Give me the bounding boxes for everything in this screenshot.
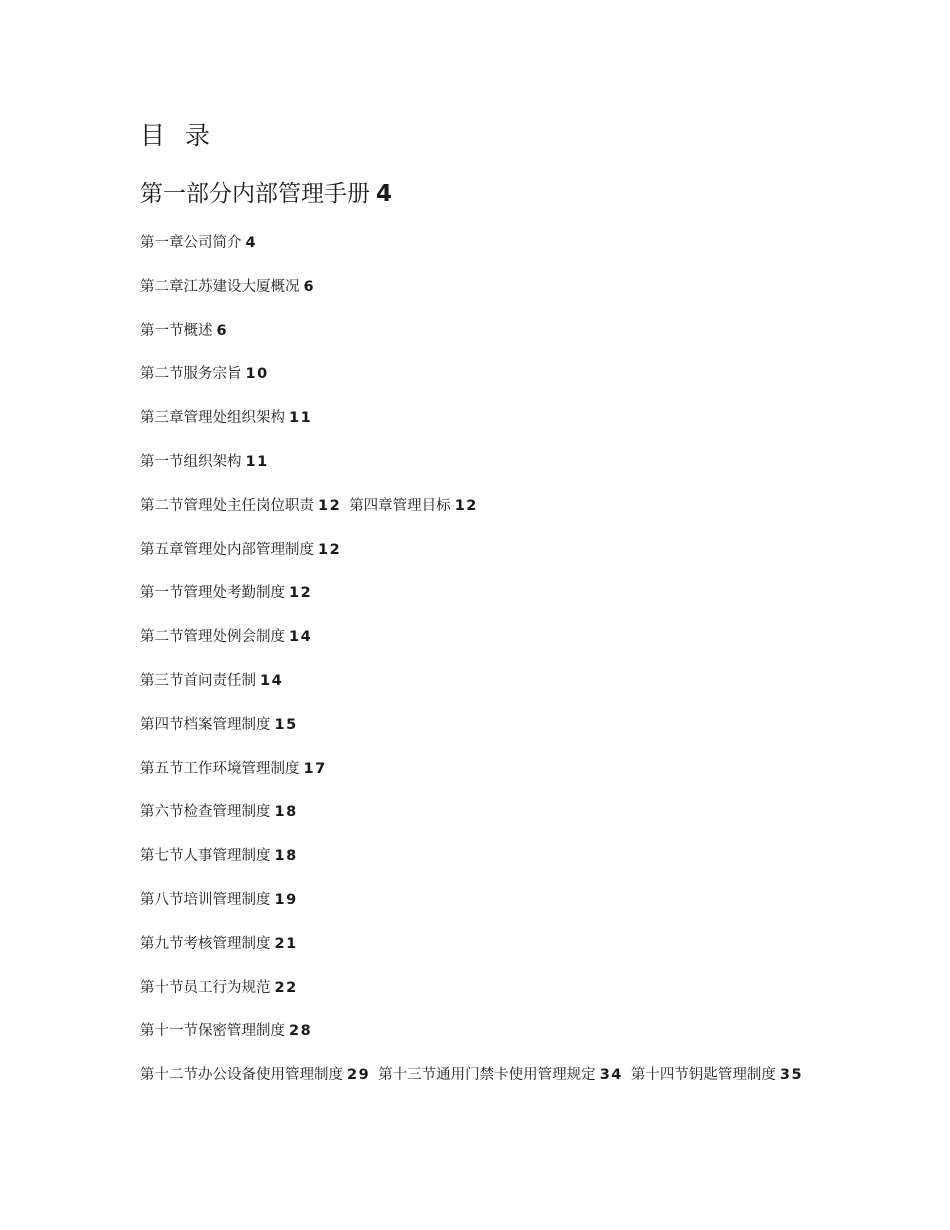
toc-entry[interactable] bbox=[140, 231, 810, 255]
toc-entry[interactable] bbox=[140, 1019, 810, 1043]
toc-entry-page: 6 bbox=[303, 278, 316, 295]
toc-entry-label: 第十四节钥匙管理制度 bbox=[630, 1067, 776, 1084]
toc-entry[interactable] bbox=[140, 450, 810, 474]
toc-entry-page: 11 bbox=[289, 410, 313, 427]
toc-entry-label: 第五节工作环境管理制度 bbox=[140, 760, 300, 777]
toc-entry[interactable] bbox=[140, 669, 810, 693]
toc-entry-label: 第二节管理处例会制度 bbox=[140, 629, 285, 646]
toc-entry[interactable] bbox=[140, 713, 810, 737]
toc-entry-page: 10 bbox=[245, 366, 269, 383]
toc-entry-label: 第十节员工行为规范 bbox=[140, 979, 271, 996]
toc-entry-label: 第四章管理目标 bbox=[349, 497, 451, 514]
toc-entry[interactable] bbox=[140, 800, 810, 824]
toc-entry-label: 第一节组织架构 bbox=[140, 453, 242, 470]
toc-entry-label: 第二节服务宗旨 bbox=[140, 366, 242, 383]
toc-entry-page: 11 bbox=[245, 453, 269, 470]
toc-entry[interactable] bbox=[140, 538, 810, 562]
toc-entry-page: 18 bbox=[274, 804, 298, 821]
toc-entry-label: 第八节培训管理制度 bbox=[140, 891, 271, 908]
toc-entry[interactable] bbox=[140, 319, 810, 343]
toc-part-label: 第一部分内部管理手册 bbox=[140, 181, 370, 207]
toc-entry-label: 第一节管理处考勤制度 bbox=[140, 585, 285, 602]
toc-entry-page: 14 bbox=[260, 672, 284, 689]
toc-entry-page: 12 bbox=[454, 497, 478, 514]
toc-entry-label: 第五章管理处内部管理制度 bbox=[140, 541, 314, 558]
toc-entry[interactable] bbox=[140, 844, 810, 868]
toc-entry-label: 第一章公司简介 bbox=[140, 235, 242, 251]
toc-entry-page: 17 bbox=[303, 760, 327, 777]
toc-entry[interactable] bbox=[140, 625, 810, 649]
toc-part-page: 4 bbox=[376, 181, 393, 207]
toc-entry-page: 6 bbox=[216, 322, 229, 339]
toc-entry-page: 29 bbox=[347, 1067, 371, 1084]
toc-entry-label: 第十二节办公设备使用管理制度 bbox=[140, 1067, 343, 1084]
toc-part-heading[interactable] bbox=[140, 176, 392, 212]
toc-entry-label: 第三节首问责任制 bbox=[140, 672, 256, 689]
toc-entry-page: 18 bbox=[274, 848, 298, 865]
toc-entry-page: 35 bbox=[779, 1067, 804, 1084]
toc-title: 目 录 bbox=[140, 121, 216, 150]
toc-entry[interactable] bbox=[140, 757, 810, 781]
toc-entry-page: 12 bbox=[289, 585, 313, 602]
toc-entry[interactable] bbox=[140, 976, 810, 1000]
toc-entry-page: 22 bbox=[274, 979, 298, 996]
toc-entry[interactable] bbox=[140, 494, 810, 518]
toc-entry-label: 第二章江苏建设大厦概况 bbox=[140, 278, 300, 295]
toc-entry-label: 第七节人事管理制度 bbox=[140, 848, 271, 865]
toc-entry-label: 第一节概述 bbox=[140, 322, 213, 339]
toc-entry-page: 21 bbox=[274, 935, 298, 952]
toc-entry[interactable] bbox=[140, 932, 810, 956]
toc-entry-page: 12 bbox=[318, 497, 342, 514]
toc-entry-page: 4 bbox=[245, 235, 258, 251]
toc-entry[interactable] bbox=[140, 275, 810, 299]
toc-entry-page: 19 bbox=[274, 891, 298, 908]
toc-entry-page: 15 bbox=[274, 716, 298, 733]
toc-entry[interactable] bbox=[140, 362, 810, 386]
toc-entry-page: 34 bbox=[599, 1067, 623, 1084]
toc-entry[interactable] bbox=[140, 1063, 810, 1087]
toc-entry-list bbox=[140, 231, 810, 1107]
toc-entry[interactable] bbox=[140, 406, 810, 430]
toc-entry-label: 第九节考核管理制度 bbox=[140, 935, 271, 952]
toc-entry-label: 第三章管理处组织架构 bbox=[140, 410, 285, 427]
toc-entry-label: 第四节档案管理制度 bbox=[140, 716, 271, 733]
toc-entry-page: 12 bbox=[318, 541, 342, 558]
toc-entry[interactable] bbox=[140, 581, 810, 605]
toc-entry[interactable] bbox=[140, 888, 810, 912]
toc-entry-page: 28 bbox=[289, 1023, 313, 1040]
toc-entry-label: 第二节管理处主任岗位职责 bbox=[140, 497, 314, 514]
toc-entry-page: 14 bbox=[289, 629, 313, 646]
toc-entry-label: 第十三节通用门禁卡使用管理规定 bbox=[378, 1067, 596, 1084]
toc-entry-label: 第六节检查管理制度 bbox=[140, 804, 271, 821]
toc-entry-label: 第十一节保密管理制度 bbox=[140, 1023, 285, 1040]
